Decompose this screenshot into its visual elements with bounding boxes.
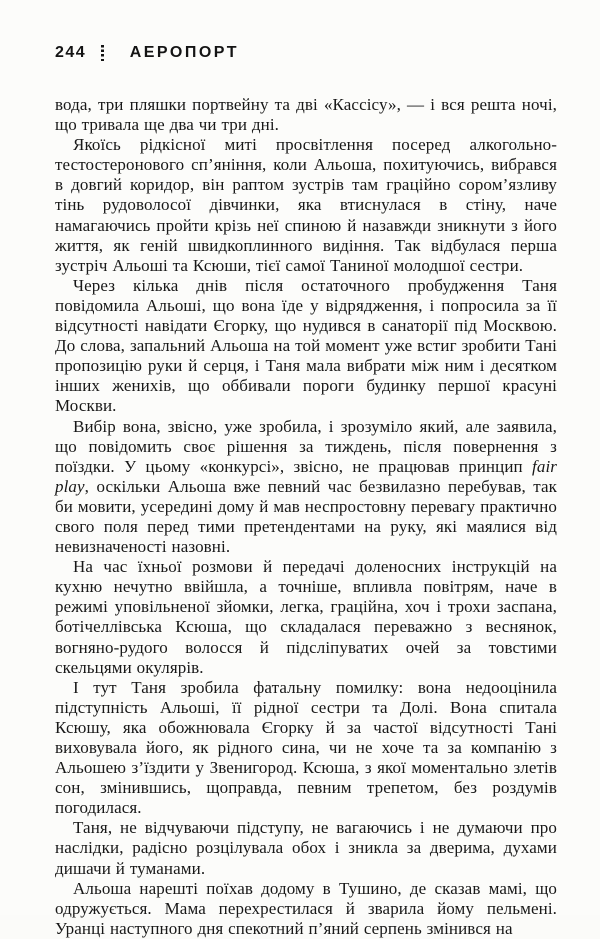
running-header bbox=[55, 44, 557, 62]
paragraph-text: Через кілька днів після остаточного пробудження Таня повідомила Альоші, що вона їде у відрядження, і попросила за її відсутності навідати Єгорку, що нудився в санаторії під Москвою. До слова, запальний Альоша на той момент уже встиг зробити Тані пропозицію руки й серця, і Таня мала вибрати між ним і десятком інших женихів, що оббивали пороги будинку першої красуні Москви. bbox=[55, 275, 557, 416]
paragraph bbox=[55, 678, 557, 819]
paragraph-text: Таня, не відчуваючи підступу, не вагаючись і не думаючи про наслідки, радісно розцілувала обох і зникла за дверима, духами дишачи й туманами. bbox=[55, 818, 557, 878]
paragraph-text: Альоша нарешті поїхав додому в Тушино, де сказав мамі, що одружується. Мама перехрестилася й зварила йому пельмені. Уранці наступного дня спекотний п’яний серпень змінився на bbox=[55, 878, 557, 938]
paragraph bbox=[55, 417, 557, 558]
body-text bbox=[55, 95, 557, 939]
paragraph bbox=[55, 276, 557, 417]
paragraph-text: Якоїсь рідкісної миті просвітлення посеред алкогольно-тестостеронового сп’яніння, коли Альоша, похитуючись, вибрався в довгий коридор, він раптом зустрів там граційно сором’язливу тінь рудоволосої дівчинки, яка втиснулася в стіну, наче намагаючись пройти крізь неї спиною й назавжди зникнути з його життя, як геній швидкоплинного видіння. Так відбулася перша зустріч Альоші та Ксюши, тієї самої Таниної молодшої сестри. bbox=[55, 135, 557, 275]
paragraph bbox=[55, 95, 557, 135]
page-number: 244 bbox=[55, 44, 87, 61]
paragraph-text-italic: fair play bbox=[55, 456, 557, 496]
chapter-title: АЕРОПОРТ bbox=[129, 44, 240, 61]
broken-bar-separator-icon bbox=[101, 45, 104, 61]
paragraph-text: , оскільки Альоша вже певний час безвилазно перебував, так би мовити, усередині дому й мав неспростовну перевагу практично свого поля перед тими претендентами на руку, які маялися від невизначеності назовні. bbox=[55, 476, 557, 557]
paragraph-text: Вибір вона, звісно, уже зробила, і зрозуміло який, але заявила, що повідомить своє рішення за тиждень, після повернення з поїздки. У цьому «конкурсі», звісно, не працював принцип bbox=[55, 416, 557, 476]
paragraph-text: І тут Таня зробила фатальну помилку: вона недооцінила підступність Альоші, її рідної сестри та Долі. Вона спитала Ксюшу, яка обожнювала Єгорку й за частої відсутності Тані виховувала його, як рідного сина, чи не хоче та за компанію з Альошею з’їздити у Звенигород. Ксюша, з якої моментально злетів сон, змінившись, щоправда, певним трепетом, без роздумів погодилася. bbox=[55, 677, 557, 818]
paragraph bbox=[55, 818, 557, 878]
paragraph bbox=[55, 879, 557, 939]
paragraph bbox=[55, 135, 557, 276]
paragraph bbox=[55, 557, 557, 678]
paragraph-text: вода, три пляшки портвейну та дві «Кассісу», — і вся решта ночі, що тривала ще два чи три дні. bbox=[55, 95, 557, 135]
paragraph-text: На час їхньої розмови й передачі доленосних інструкцій на кухню нечутно ввійшла, а точніше, впливла повітрям, наче в режимі уповільненої зйомки, легка, граційна, хоч і трохи заспана, ботічеллівська Ксюша, що складалася переважно з веснянок, вогняно-рудого волосся й підсліпуватих очей за товстими скельцями окулярів. bbox=[55, 557, 557, 677]
